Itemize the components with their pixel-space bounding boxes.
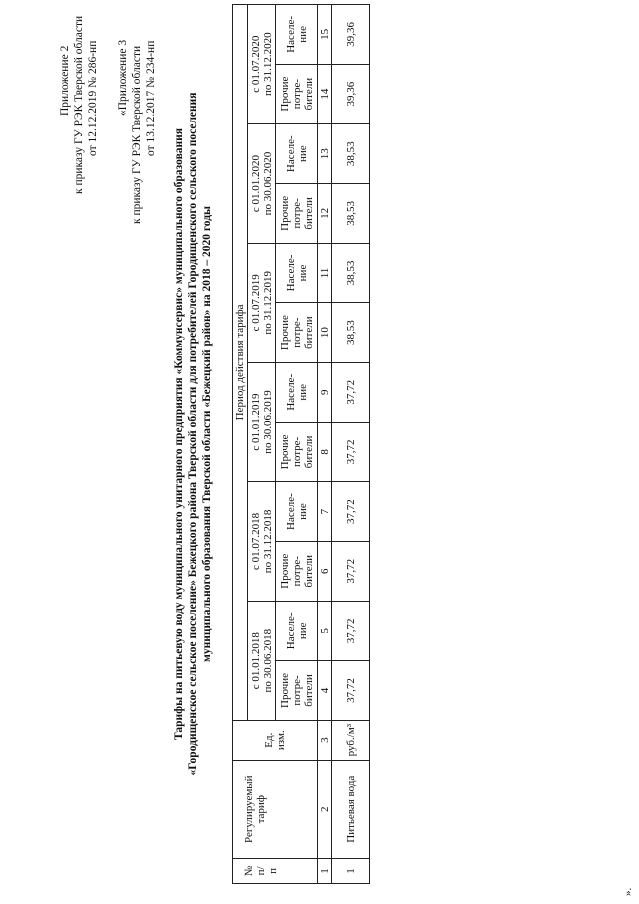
- header-population: Населе- ние: [276, 124, 318, 184]
- attachment-current-line3: от 12.12.2019 № 286-нп: [87, 40, 99, 156]
- tariff-value: 37,72: [332, 362, 370, 422]
- tariff-value: 39,36: [332, 64, 370, 124]
- index-cell: 7: [318, 482, 332, 542]
- tariff-value: 37,72: [332, 422, 370, 482]
- index-cell: 12: [318, 184, 332, 244]
- title-line2: «Городищенское сельское поселение» Бежецкого района Тверской области для потребителей Городищенского сельского поселения: [187, 92, 199, 776]
- index-cell: 4: [318, 661, 332, 721]
- header-number: № п/ п: [233, 858, 318, 883]
- header-period-3: с 01.01.2019 по 30.06.2019: [248, 362, 276, 481]
- index-cell: 3: [318, 720, 332, 760]
- tariff-value: 38,53: [332, 243, 370, 303]
- closing-mark: ».: [622, 887, 634, 896]
- header-period: Период действия тарифа: [233, 5, 248, 721]
- index-cell: 10: [318, 303, 332, 363]
- index-cell: 5: [318, 601, 332, 661]
- header-population: Населе- ние: [276, 601, 318, 661]
- row-number: 1: [332, 858, 370, 883]
- attachment-previous-line2: к приказу ГУ РЭК Тверской области: [131, 45, 143, 224]
- attachment-previous-line1: «Приложение 3: [117, 39, 129, 116]
- attachment-current-line2: к приказу ГУ РЭК Тверской области: [73, 15, 85, 194]
- header-period-5: с 01.01.2020 по 30.06.2020: [248, 124, 276, 243]
- header-other-consumers: Прочие потре- бители: [276, 541, 318, 601]
- index-cell: 2: [318, 760, 332, 858]
- tariff-value: 38,53: [332, 303, 370, 363]
- header-other-consumers: Прочие потре- бители: [276, 64, 318, 124]
- attachment-previous-line3: от 13.12.2017 № 234-нп: [145, 40, 157, 156]
- data-row: [332, 5, 370, 884]
- index-cell: 8: [318, 422, 332, 482]
- index-cell: 1: [318, 858, 332, 883]
- header-population: Населе- ние: [276, 243, 318, 303]
- header-period-2: с 01.07.2018 по 31.12.2018: [248, 482, 276, 601]
- index-cell: 11: [318, 243, 332, 303]
- row-tariff-name: Питьевая вода: [332, 760, 370, 858]
- header-population: Населе- ние: [276, 482, 318, 542]
- title-line1: Тарифы на питьевую воду муниципального унитарного предприятия «Коммунсервис» муниципального образования: [173, 128, 185, 740]
- header-tariff: Регулируемый тариф: [233, 760, 318, 858]
- header-population: Населе- ние: [276, 362, 318, 422]
- tariff-value: 37,72: [332, 601, 370, 661]
- row-unit: руб./м³: [332, 720, 370, 760]
- tariff-value: 37,72: [332, 482, 370, 542]
- index-cell: 15: [318, 5, 332, 65]
- tariff-value: 38,53: [332, 184, 370, 244]
- header-period-1: с 01.01.2018 по 30.06.2018: [248, 601, 276, 720]
- header-other-consumers: Прочие потре- бители: [276, 661, 318, 721]
- attachment-current-line1: Приложение 2: [59, 45, 71, 116]
- header-period-6: с 01.07.2020 по 31.12.2020: [248, 5, 276, 124]
- header-population: Населе- ние: [276, 5, 318, 65]
- index-cell: 6: [318, 541, 332, 601]
- header-unit: Ед. изм.: [233, 720, 318, 760]
- index-row: [318, 5, 332, 884]
- index-cell: 13: [318, 124, 332, 184]
- tariff-table: [232, 4, 370, 884]
- index-cell: 14: [318, 64, 332, 124]
- index-cell: 9: [318, 362, 332, 422]
- tariff-value: 37,72: [332, 661, 370, 721]
- header-other-consumers: Прочие потре- бители: [276, 303, 318, 363]
- title-line3: муниципального образования Тверской области «Бежецкий район» на 2018 – 2020 годы: [201, 206, 213, 662]
- document-title: [172, 74, 214, 794]
- tariff-value: 38,53: [332, 124, 370, 184]
- tariff-value: 39,36: [332, 5, 370, 65]
- header-period-4: с 01.07.2019 по 31.12.2019: [248, 243, 276, 362]
- header-other-consumers: Прочие потре- бители: [276, 422, 318, 482]
- header-other-consumers: Прочие потре- бители: [276, 184, 318, 244]
- tariff-value: 37,72: [332, 541, 370, 601]
